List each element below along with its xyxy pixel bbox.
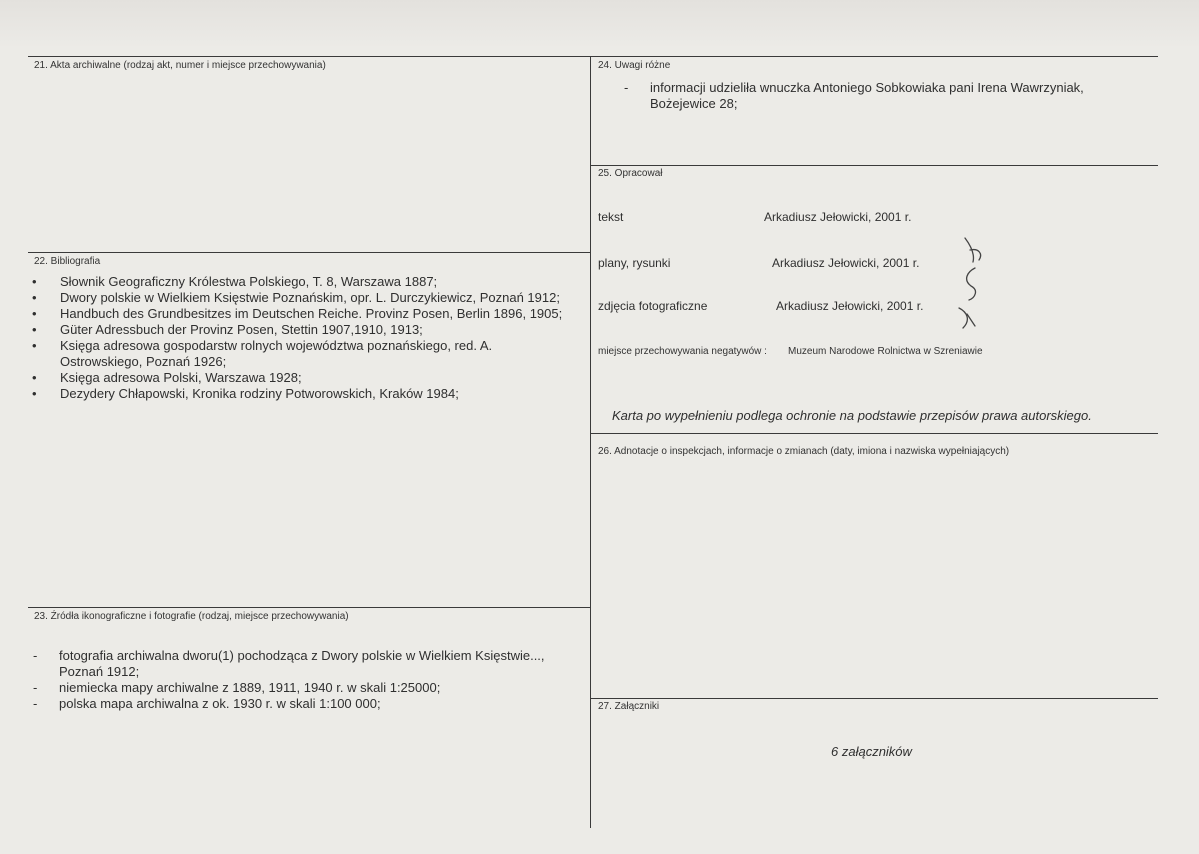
list-item: - polska mapa archiwalna z ok. 1930 r. w skali 1:100 000; (33, 696, 381, 711)
section-25-label: 25. Opracował (598, 168, 663, 179)
authored-value-photos: Arkadiusz Jełowicki, 2001 r. (776, 299, 924, 313)
list-item: • Dwory polskie w Wielkiem Księstwie Poznańskim, opr. L. Durczykiewicz, Poznań 1912; (32, 290, 560, 305)
section-23-label: 23. Źródła ikonograficzne i fotografie (rodzaj, miejsce przechowywania) (34, 611, 349, 622)
section-27-label: 27. Załączniki (598, 701, 660, 712)
scan-top-edge (0, 0, 1199, 48)
handwritten-signature (945, 228, 993, 338)
list-item: - fotografia archiwalna dworu(1) pochodząca z Dwory polskie w Wielkiem Księstwie..., Poznań 1912; (33, 648, 545, 679)
list-item: - informacji udzieliła wnuczka Antoniego Sobkowiaka pani Irena Wawrzyniak, Bożejewice 28; (624, 80, 1084, 111)
list-item: • Handbuch des Grundbesitzes im Deutschen Reiche. Provinz Posen, Berlin 1896, 1905; (32, 306, 563, 321)
authored-field-photos: zdjęcia fotograficzne (598, 299, 708, 313)
divider-24-25 (591, 165, 1158, 166)
negatives-label: miejsce przechowywania negatywów : (598, 346, 767, 357)
negatives-value: Muzeum Narodowe Rolnictwa w Szreniawie (788, 346, 983, 357)
authored-field-text: tekst (598, 210, 624, 224)
authored-field-drawings: plany, rysunki (598, 256, 671, 270)
list-item: - niemiecka mapy archiwalne z 1889, 1911, 1940 r. w skali 1:25000; (33, 680, 441, 695)
section-21-label: 21. Akta archiwalne (rodzaj akt, numer i miejsce przechowywania) (34, 60, 326, 71)
copyright-notice: Karta po wypełnieniu podlega ochronie na podstawie przepisów prawa autorskiego. (612, 408, 1092, 423)
divider-25-26 (591, 433, 1158, 434)
section-24-label: 24. Uwagi różne (598, 60, 671, 71)
section-26-label: 26. Adnotacje o inspekcjach, informacje o zmianach (daty, imiona i nazwiska wypełniających) (598, 446, 1010, 457)
iconographic-sources-list (33, 648, 553, 712)
list-item: • Księga adresowa gospodarstw rolnych województwa poznańskiego, red. A. Ostrowskiego, Poznań 1926; (32, 338, 493, 369)
divider-22-23 (28, 607, 590, 608)
list-item: • Księga adresowa Polski, Warszawa 1928; (32, 370, 302, 385)
attachments-count: 6 załączników (831, 744, 912, 759)
authored-value-drawings: Arkadiusz Jełowicki, 2001 r. (772, 256, 920, 270)
divider-center (590, 56, 591, 828)
authored-value-text: Arkadiusz Jełowicki, 2001 r. (764, 210, 912, 224)
bibliography-list (32, 274, 572, 402)
divider-26-27 (591, 698, 1158, 699)
remarks-list (624, 80, 1144, 112)
list-item: • Dezydery Chłapowski, Kronika rodziny Potworowskich, Kraków 1984; (32, 386, 459, 401)
list-item: • Słownik Geograficzny Królestwa Polskiego, T. 8, Warszawa 1887; (32, 274, 438, 289)
list-item: • Güter Adressbuch der Provinz Posen, Stettin 1907,1910, 1913; (32, 322, 423, 337)
section-22-label: 22. Bibliografia (34, 256, 101, 267)
divider-21-22 (28, 252, 590, 253)
divider-top (28, 56, 1158, 57)
